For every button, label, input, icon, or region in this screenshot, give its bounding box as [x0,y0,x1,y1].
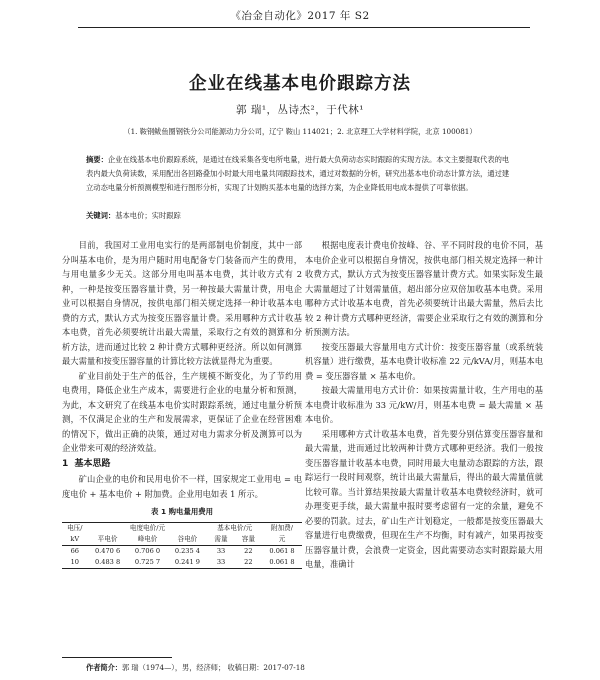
footnote [86,663,305,673]
left-paragraph-2: 矿业目前处于生产的低谷，生产规模不断变化，为了节约用电费用，降低企业生产成本，需要进行企业的电量分析和预测，为此，本文研究了在线基本电价实时跟踪系统，通过电量分析预测，不仅满足企业的生产和发展需求，更保证了企业在经营困难的情况下，做出正确的决策，通过对电力需求分析及测算可以为企业带来可观的经济效益。 [62,370,302,453]
table-cell: 33 [207,557,234,569]
table-header-cell: kV [62,534,88,546]
author-list: 郭 瑞¹，丛诗杰²，于代林¹ [236,104,364,116]
table-header-cell: 平电价 [88,534,128,546]
table-cell: 0.061 8 [262,557,302,569]
table-header-cell: 谷电价 [167,534,207,546]
footnote-label: 作者简介： [86,663,122,672]
table-cell: 66 [70,546,79,555]
right-paragraph-3: 按最大需量用电方式计价：如果按需量计收，生产用电的基本电费计收标准为 33 元/kW/月，则基本电费 = 最大需量 × 基本电价。 [305,385,543,424]
section-number: 1 [62,458,69,469]
table-cell: 0.061 8 [269,546,295,555]
table-cell: 0.470 6 [94,546,121,555]
table-header-cell: 峰电价 [128,534,168,546]
left-paragraph-3: 矿山企业的电价和民用电价不一样，国家规定工业用电 = 电度电价 + 基本电价 + 附加费。企业用电如表 1 所示。 [62,474,302,499]
abstract [86,153,516,195]
table-header-row-2 [62,534,302,546]
right-paragraph-1: 根据电度表计费电价按峰、谷、平不同时段的电价不同，基本电价企业可以根据自身情况，按供电部门相关规定选择一种计收费方式，默认方式为按变压器容量计费方式。如果实际发生最大需量超过了计划需量值，超出部分应双倍加收基本电费。采用哪种方式计收基本电费，首先必须要统计出最大需量，然后去比较 2 种计费方式哪种更经济，需要企业采取行之有效的测算和分析预测方法。 [305,240,543,337]
table-cell: 22 [235,557,262,569]
table-header-row-1 [62,522,302,534]
running-head: 《冶金自动化》2017 年 S2 [230,10,370,22]
abstract-text: 企业在线基本电价跟踪系统，是通过在线采集各变电所电量，进行最大负荷动态实时跟踪的实现方法。本文主要提取代表的电表内最大负荷读数，采用配出各回路叠加小时最大用电量共同跟踪技术，通过对数据的分析，研究出基本电价动态计算方法，通过建立动态电量分析预测模型和进行图形分析，实现了计划购买基本电量的选择方案，为企业降低用电成本提供了可靠依据。 [86,155,510,192]
table-header-group: 基本电价/元 [207,522,262,534]
section-heading [62,457,302,472]
table-cell: 33 [216,546,226,555]
table-row [62,545,302,557]
section-title: 基本思路 [74,458,111,469]
footnote-rule [62,657,172,658]
right-column [305,238,543,572]
table-header-cell: 电压/ [62,522,88,534]
table-cell: 0.483 8 [88,557,128,569]
left-paragraph-1: 目前，我国对工业用电实行的是两部制电价制度，其中一部分叫基本电价，是为用户随时用电配备专门装备而产生的费用，与用电量多少无关。这部分用电叫基本电费，其计收方式有 2 种，一种是按变压器容量计费，另一种按最大需量计费，用电企业可以根据自身情况，按供电部门相关规定选择一种计收基本电费的方式，默认方式为按变压器容量计费。采用哪种方式计收基本电费，首先必须要统计出最大需量，采取行之有效的测算和分析方法，进而通过比较 2 种计费方式哪种更经济。所以如何测算最大需量和按变压器容量的计算比较方法就显得尤为重要。 [62,240,302,366]
footnote-text: 郭 瑞（1974—），男，经济师； 收稿日期：2017-07-18 [121,663,305,672]
right-paragraph-2: 按变压器最大容量用电方式计价：按变压器容量（或系统装机容量）进行缴费，基本电费计收标准 22 元/kVA/月，则基本电费 = 变压器容量 × 基本电价。 [305,341,543,381]
table-caption: 表 1 购电量用费用 [150,507,214,516]
keywords [86,211,516,221]
keywords-label: 关键词： [86,211,116,220]
table-cell: 0.725 7 [128,557,168,569]
table-cell: 22 [244,546,253,555]
right-paragraph-4: 采用哪种方式计收基本电费，首先要分别估算变压器容量和最大需量，进而通过比较两种计费方式哪种更经济。我们一般按变压器容量计收基本电费，同时用最大电量动态跟踪的方法，跟踪运行一段时间观察，统计出最大需量后，得出的最大需量值就比较可靠。当计算结果按最大需量计收基本电费较经济时，就可办理变更手续，最大需量申报时要考虑留有一定的余量，避免不必要的罚款。过去，矿山生产计划稳定，一般都是按变压器最大容量进行电费缴费，但现在生产不均衡，时有减产，如果再按变压器容量计费，会浪费一定资金，因此需要动态实时跟踪最大用电量，准确计 [305,428,543,569]
table-header-cell: 容量 [235,534,262,546]
table-row [62,557,302,569]
table-header-group: 电度电价/元 [88,522,208,534]
table-cell: 0.241 9 [167,557,207,569]
header-rule [78,27,530,28]
affiliation: （1. 鞍钢鲅鱼圈钢铁分公司能源动力分公司，辽宁 鞍山 114021；2. 北京理工大学材料学院，北京 100081） [123,127,477,136]
keywords-text: 基本电价；实时跟踪 [115,211,181,220]
table-cell: 0.706 0 [134,546,161,555]
abstract-label: 摘要： [86,155,108,164]
left-column [62,238,302,569]
table-header-cell: 元 [262,534,302,546]
table-header-cell: 附加费/ [262,522,302,534]
table-header-cell: 需量 [207,534,234,546]
table-cell: 10 [62,557,88,569]
paper-title: 企业在线基本电价跟踪方法 [189,74,411,94]
price-table [62,522,302,569]
table-cell: 0.235 4 [174,546,200,555]
